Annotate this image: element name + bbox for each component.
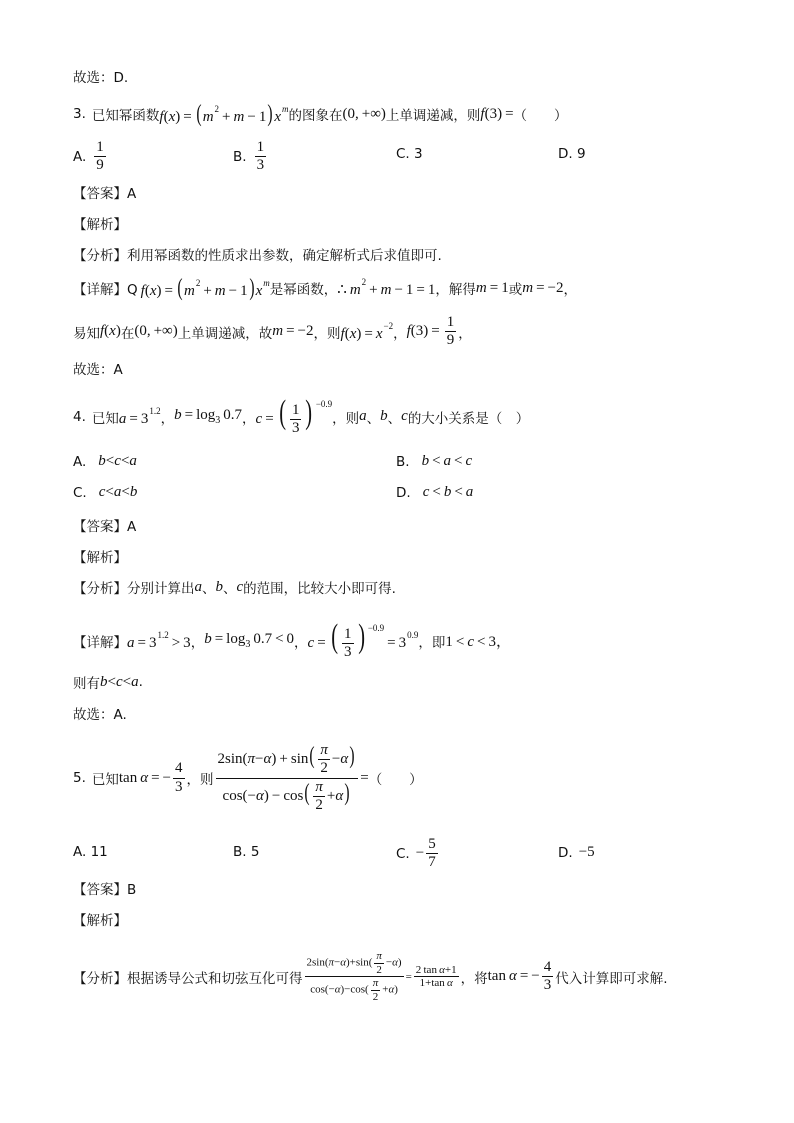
- answer-5: 【答案】B: [73, 882, 137, 898]
- fraction-1-3: $\frac{1}{3}$: [256, 139, 265, 174]
- q5-option-a: A. 11: [73, 844, 108, 860]
- prev-answer-line: 故选：D.: [73, 70, 129, 86]
- answer-4: 【答案】A: [73, 519, 137, 535]
- q5-option-d: D. −5: [558, 844, 595, 861]
- q5-option-b: B. 5: [233, 844, 260, 860]
- trig-fraction: 2sin(π−α) + sin( $\frac{\pi}{2}$ −α) cos(−α) − cos( $\frac{\pi}{2}$ +α): [216, 742, 359, 814]
- q4-option-c: C. c<a<b: [73, 484, 138, 501]
- detail-3: 【详解】Q $f(x) = (m^2 + m - 1)x^m$ 是幂函数， ∴ $m^2 + m - 1 = 1$ ，解得 m = 1 或 m = −2 ，: [73, 275, 577, 301]
- choice-3: 故选：A: [73, 362, 123, 378]
- question-3-stem: 3. 已知幂函数 $f(x) = (m^2 + m - 1)x^m$ 的图象在 (0, +∞) 上单调递减，则 f(3) = （ ）: [73, 101, 568, 127]
- detail-3-continued: 易知 f(x) 在 (0, +∞) 上单调递减，故 m = −2 ，则 $f(x) = x^{-2}$ ， f(3) = $\frac{1}{9}$ ，: [73, 314, 472, 349]
- reasoning-4: 【分析】分别计算出 a 、 b 、 c 的范围，比较大小即可得.: [73, 578, 396, 597]
- math-fx-definition: $f(x) = (m^2 + m - 1)x^m$: [159, 101, 289, 127]
- analysis-5: 【解析】: [73, 913, 127, 929]
- q3-option-c: C. 3: [396, 146, 423, 162]
- q5-option-c: C. − $\frac{5}{7}$: [396, 836, 436, 871]
- q4-option-b: B. b < a < c: [396, 453, 473, 470]
- choice-4: 故选：A.: [73, 707, 127, 723]
- conclusion-4: 则有 b<c<a .: [73, 673, 143, 692]
- analysis-4: 【解析】: [73, 550, 127, 566]
- math-f3: f(3) =: [480, 105, 514, 122]
- question-5-stem: 5. 已知 tan α = − $\frac{4}{3}$ ，则 2sin(π−α) + sin( $\frac{\pi}{2}$ −α) cos(−α) − cos( $\frac{\pi}{2}$ +α) = （ ）: [73, 742, 423, 813]
- analysis-3: 【解析】: [73, 217, 127, 233]
- fraction-1-9: $\frac{1}{9}$: [96, 139, 104, 174]
- q3-option-b: B. $\frac{1}{3}$: [233, 139, 265, 174]
- reasoning-3: 【分析】利用幂函数的性质求出参数，确定解析式后求值即可.: [73, 248, 442, 264]
- math-interval: (0, +∞): [342, 105, 386, 122]
- answer-3: 【答案】A: [73, 186, 137, 202]
- q4-option-a: A. b<c<a: [73, 453, 137, 470]
- q4-option-d: D. c < b < a: [396, 484, 474, 501]
- q3-option-d: D. 9: [558, 146, 586, 162]
- question-4-stem: 4. 已知 $a = 3^{1.2}$ ， $b = \log_3 0.7$ ， c = ( $\frac{1}{3}$ ) $^{-0.9}$ ，则 a 、 b 、 c 的大小关系是（ ）: [73, 394, 530, 437]
- q3-option-a: A. $\frac{1}{9}$: [73, 139, 104, 174]
- reasoning-5: 【分析】根据诱导公式和切弦互化可得 2sin(π−α)+sin( $\frac{\pi}{2}$ −α) cos(−α)−cos( $\frac{\pi}{2}$ +α) = $\frac{\text{2 tan α+1}}{\text{1+tan α}}$ ，将 tan α = − $\frac{4}{3}$ 代入计算即可求解.: [73, 950, 668, 1003]
- detail-4: 【详解】 $a = 3^{1.2} > 3$ ， $b = \log_3 0.7 < 0$ ， c = ( $\frac{1}{3}$ ) $^{-0.9} = 3^{0.9}$ ，即 1 < c < 3，: [73, 618, 511, 661]
